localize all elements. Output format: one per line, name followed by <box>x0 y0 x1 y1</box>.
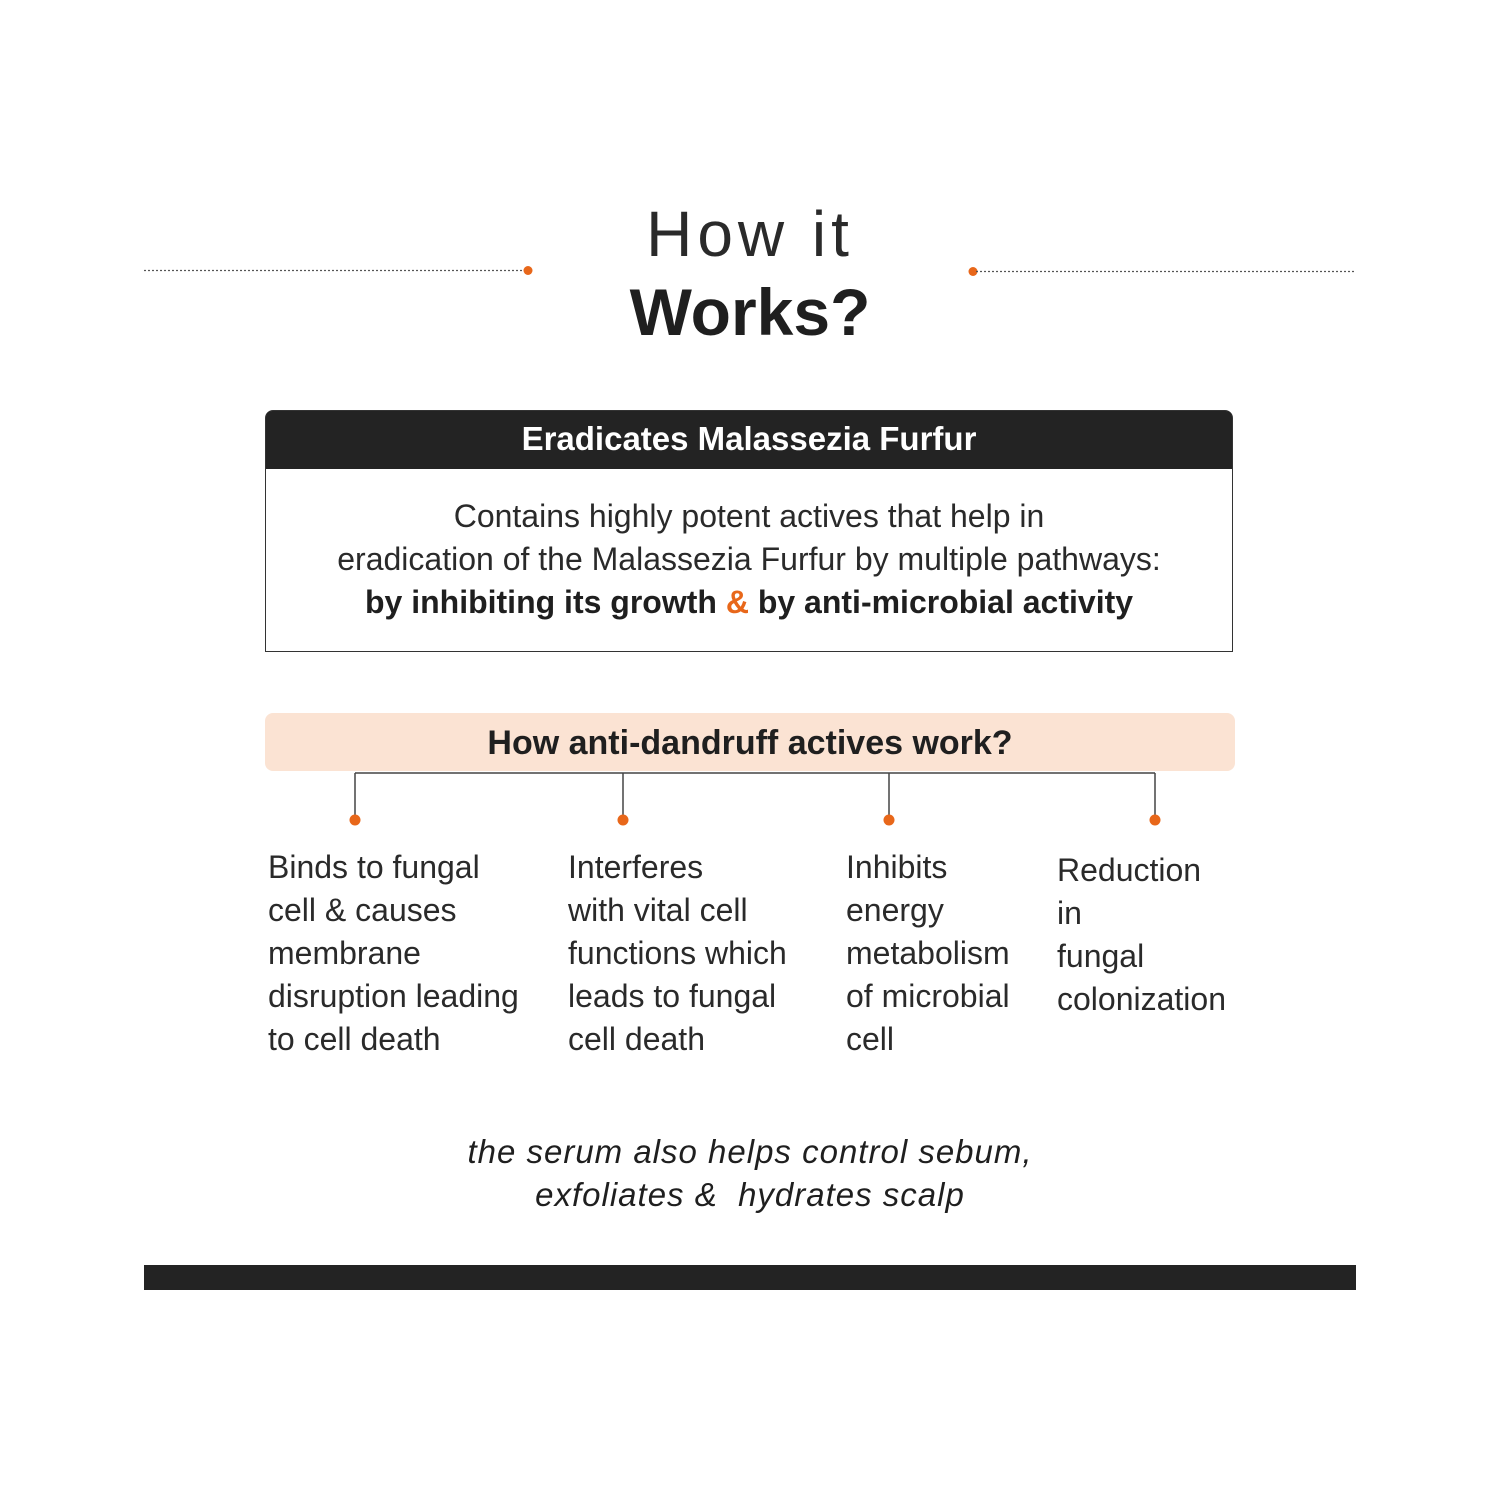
mechanism-line: functions which <box>568 935 787 971</box>
bottom-bar <box>144 1265 1356 1290</box>
card-body-line1: Contains highly potent actives that help in <box>453 498 1045 534</box>
mechanism-line: colonization <box>1057 981 1226 1017</box>
ampersand-accent: & <box>725 584 749 620</box>
connector-dot-3 <box>884 815 895 826</box>
mechanism-line: Inhibits <box>846 849 948 885</box>
mechanism-binds <box>268 846 519 1061</box>
card-body-line2: eradication of the Malassezia Furfur by multiple pathways: <box>337 541 1161 577</box>
footer-note-line1: the serum also helps control sebum, <box>467 1133 1033 1170</box>
bold-part-antimicrobial: by anti-microbial activity <box>757 584 1134 620</box>
mechanism-line: cell & causes <box>268 892 457 928</box>
mechanism-line: in <box>1057 895 1082 931</box>
page-title-line1: How it <box>646 198 854 270</box>
mechanism-reduction <box>1057 849 1226 1021</box>
mechanism-line: cell <box>846 1021 895 1057</box>
mechanism-line: fungal <box>1057 938 1145 974</box>
connector-dot-1 <box>350 815 361 826</box>
actives-work-header: How anti-dandruff actives work? <box>265 713 1235 771</box>
page-title-line2: Works? <box>629 275 871 349</box>
mechanism-line: disruption leading <box>268 978 519 1014</box>
mechanism-line: cell death <box>568 1021 705 1057</box>
mechanism-inhibits <box>846 846 1010 1061</box>
connector-dot-2 <box>618 815 629 826</box>
connector-dot-4 <box>1150 815 1161 826</box>
mechanism-line: energy <box>846 892 944 928</box>
mechanism-line: Reduction <box>1057 852 1202 888</box>
mechanism-line: to cell death <box>268 1021 441 1057</box>
mechanism-line: of microbial <box>846 978 1010 1014</box>
mechanism-line: Binds to fungal <box>268 849 480 885</box>
footer-note-line2: exfoliates & hydrates scalp <box>535 1176 965 1213</box>
mechanism-line: membrane <box>268 935 421 971</box>
mechanism-line: with vital cell <box>568 892 748 928</box>
mechanism-line: leads to fungal <box>568 978 777 1014</box>
mechanism-interferes <box>568 846 787 1061</box>
bold-part-growth: by inhibiting its growth <box>364 584 717 620</box>
mechanism-line: metabolism <box>846 935 1010 971</box>
eradicates-card-header: Eradicates Malassezia Furfur <box>266 411 1232 469</box>
serum-footer-note <box>0 1130 1500 1216</box>
mechanism-line: Interferes <box>568 849 704 885</box>
